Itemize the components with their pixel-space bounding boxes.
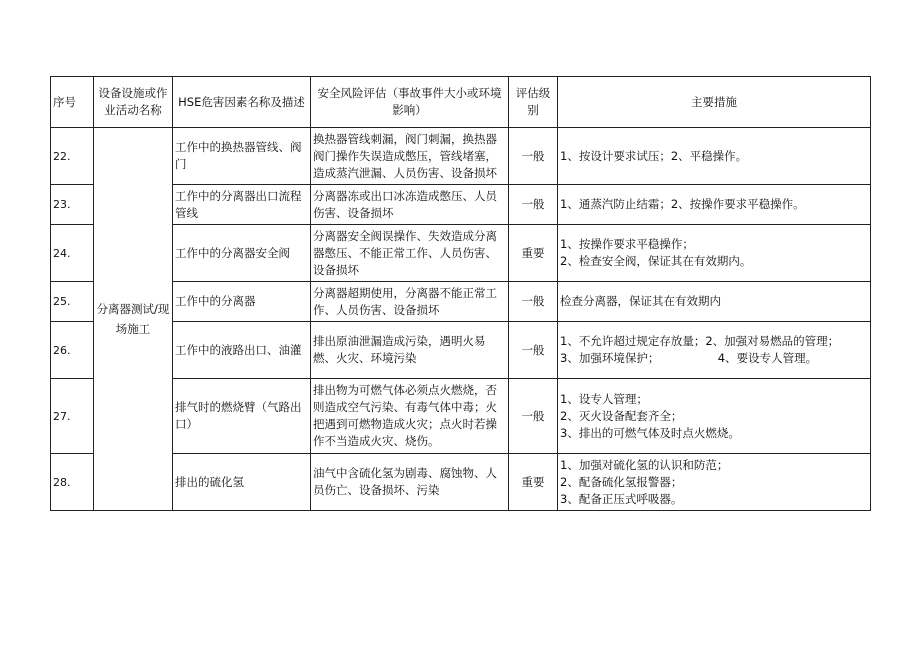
hazard-cell: 工作中的换热器管线、阀门 [173,128,311,185]
row-number: 28. [51,454,94,511]
table-row [51,454,871,511]
header-measures: 主要措施 [558,77,871,128]
measure-line: 3、排出的可燃气体及时点火燃烧。 [560,425,740,440]
hazard-cell: 排出的硫化氢 [173,454,311,511]
table-row [51,322,871,379]
hazard-cell: 工作中的分离器出口流程管线 [173,185,311,225]
measures-cell [558,322,871,379]
row-number: 23. [51,185,94,225]
table-row [51,185,871,225]
header-no: 序号 [51,77,94,128]
table-row [51,225,871,282]
measures-cell [558,379,871,454]
level-cell: 一般 [509,128,558,185]
hazard-cell: 工作中的分离器 [173,282,311,322]
measures-cell [558,282,871,322]
measures-cell [558,128,871,185]
risk-cell: 分离器超期使用，分离器不能正常工作、人员伤害、设备损坏 [311,282,509,322]
header-activity: 设备设施或作业活动名称 [94,77,173,128]
row-number: 25. [51,282,94,322]
table-row [51,128,871,185]
measure-line: 3、加强环境保护； 4、要设专人管理。 [560,351,818,365]
measure-line: 2、配备硫化氢报警器； [560,474,683,489]
measures-cell [558,225,871,282]
measure-line: 1、加强对硫化氢的认识和防范； [560,457,729,472]
level-cell: 一般 [509,322,558,379]
hazard-cell: 工作中的液路出口、油灌 [173,322,311,379]
measure-line: 1、通蒸汽防止结霜；2、按操作要求平稳操作。 [560,197,805,211]
measure-line: 2、检查安全阀，保证其在有效期内。 [560,254,752,268]
level-cell: 重要 [509,454,558,511]
table-row [51,379,871,454]
header-hazard: HSE危害因素名称及描述 [173,77,311,128]
measure-line: 1、不允许超过规定存放量；2、加强对易燃品的管理； [560,334,840,348]
level-cell: 一般 [509,185,558,225]
row-number: 24. [51,225,94,282]
measure-line: 3、配备正压式呼吸器。 [560,491,683,506]
row-number: 27. [51,379,94,454]
level-cell: 重要 [509,225,558,282]
risk-cell: 分离器冻或出口冰冻造成憋压、人员伤害、设备损坏 [311,185,509,225]
header-level: 评估级别 [509,77,558,128]
measure-line: 1、设专人管理； [560,391,648,406]
level-cell: 一般 [509,282,558,322]
header-risk: 安全风险评估（事故事件大小或环境影响） [311,77,509,128]
risk-cell: 分离器安全阀误操作、失效造成分离器憋压、不能正常工作、人员伤害、设备损坏 [311,225,509,282]
risk-cell: 排出原油泄漏造成污染，遇明火易燃、火灾、环境污染 [311,322,509,379]
activity-name: 分离器测试/现场施工 [94,128,173,511]
hazard-cell: 工作中的分离器安全阀 [173,225,311,282]
row-number: 22. [51,128,94,185]
measures-cell [558,454,871,511]
risk-cell: 换热器管线刺漏，阀门刺漏，换热器阀门操作失误造成憋压，管线堵塞，造成蒸汽泄漏、人员伤害、设备损坏 [311,128,509,185]
measure-line: 1、按操作要求平稳操作； [560,237,694,251]
row-number: 26. [51,322,94,379]
measures-cell [558,185,871,225]
level-cell: 一般 [509,379,558,454]
risk-cell: 油气中含硫化氢为剧毒、腐蚀物、人员伤亡、设备损坏、污染 [311,454,509,511]
measure-line: 1、按设计要求试压；2、平稳操作。 [560,148,748,163]
header-row [51,77,871,128]
table-row [51,282,871,322]
risk-cell: 排出物为可燃气体必须点火燃烧，否则造成空气污染、有毒气体中毒；火把遇到可燃物造成火灾；点火时若操作不当造成火灾、烧伤。 [311,379,509,454]
measure-line: 检查分离器，保证其在有效期内 [560,294,721,308]
measure-line: 2、灭火设备配套齐全； [560,408,683,423]
hazard-cell: 排气时的燃烧臂（气路出口） [173,379,311,454]
hse-risk-table [50,76,871,511]
